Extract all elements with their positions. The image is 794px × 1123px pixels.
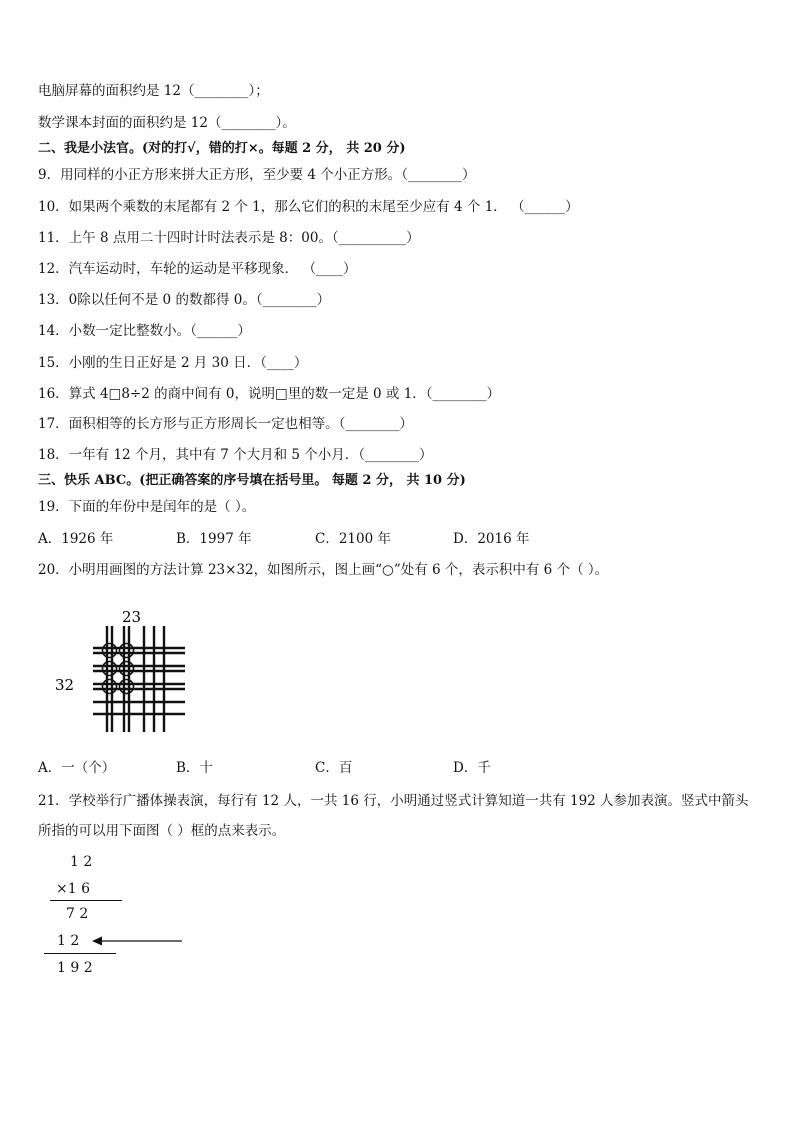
final-product: 1 9 2 [57, 960, 93, 976]
question-13: 13．0除以任何不是 0 的数都得 0。（________） [38, 292, 331, 308]
question-12: 12．汽车运动时，车轮的运动是平移现象． （____） [38, 261, 357, 277]
figure-left-label: 32 [55, 676, 75, 694]
intro-line-2: 数学课本封面的面积约是 12（________）。 [38, 115, 296, 131]
question-18: 18．一年有 12 个月，其中有 7 个大月和 5 个小月．（________） [38, 447, 433, 463]
section-3-heading: 三、快乐 ABC。(把正确答案的序号填在括号里。 每题 2 分， 共 10 分) [38, 473, 466, 488]
question-19-stem: 19．下面的年份中是闰年的是（ ）。 [38, 499, 256, 515]
rule-line-1 [50, 900, 122, 901]
multiplicand: 1 2 [70, 854, 93, 870]
q20-option-d: D．千 [453, 760, 491, 776]
question-17: 17．面积相等的长方形与正方形周长一定也相等。（________） [38, 416, 413, 432]
intro-line-1: 电脑屏幕的面积约是 12（________）； [38, 83, 269, 99]
q20-option-a: A．一（个） [38, 760, 116, 776]
arrow-left-icon [92, 934, 184, 948]
question-9: 9．用同样的小正方形来拼大正方形，至少要 4 个小正方形。（________） [38, 167, 476, 183]
q19-option-b: B．1997 年 [176, 531, 252, 547]
multiplier: ×1 6 [56, 881, 90, 897]
q20-option-b: B．十 [176, 760, 213, 776]
question-15: 15．小刚的生日正好是 2 月 30 日．（____） [38, 355, 308, 371]
question-10: 10．如果两个乘数的末尾都有 2 个 1，那么它们的积的末尾至少应有 4 个 1． （______） [38, 199, 579, 215]
figure-top-label: 23 [122, 608, 142, 626]
question-20-stem: 20．小明用画图的方法计算 23×32，如图所示，图上画“○”处有 6 个，表示积中有 6 个（ ）。 [38, 562, 609, 578]
q20-option-c: C．百 [315, 760, 353, 776]
rule-line-2 [44, 953, 116, 954]
question-21-stem-line-2: 所指的可以用下面图（ ）框的点来表示。 [38, 823, 286, 839]
question-16: 16．算式 4□8÷2 的商中间有 0，说明□里的数一定是 0 或 1．（________） [38, 386, 501, 402]
question-14: 14．小数一定比整数小。（______） [38, 323, 251, 339]
question-11: 11．上午 8 点用二十四时计时法表示是 8：00。（__________） [38, 230, 420, 246]
partial-product-1: 7 2 [66, 906, 89, 922]
partial-product-2: 1 2 [57, 933, 80, 949]
multiplication-grid-figure [55, 604, 185, 734]
q19-option-d: D．2016 年 [453, 531, 530, 547]
q19-option-a: A．1926 年 [38, 531, 114, 547]
question-21-stem-line-1: 21．学校举行广播体操表演，每行有 12 人，一共 16 行，小明通过竖式计算知道一共有 192 人参加表演。竖式中箭头 [38, 793, 749, 809]
section-2-heading: 二、我是小法官。(对的打√，错的打×。每题 2 分， 共 20 分) [38, 141, 406, 156]
q19-option-c: C．2100 年 [315, 531, 391, 547]
